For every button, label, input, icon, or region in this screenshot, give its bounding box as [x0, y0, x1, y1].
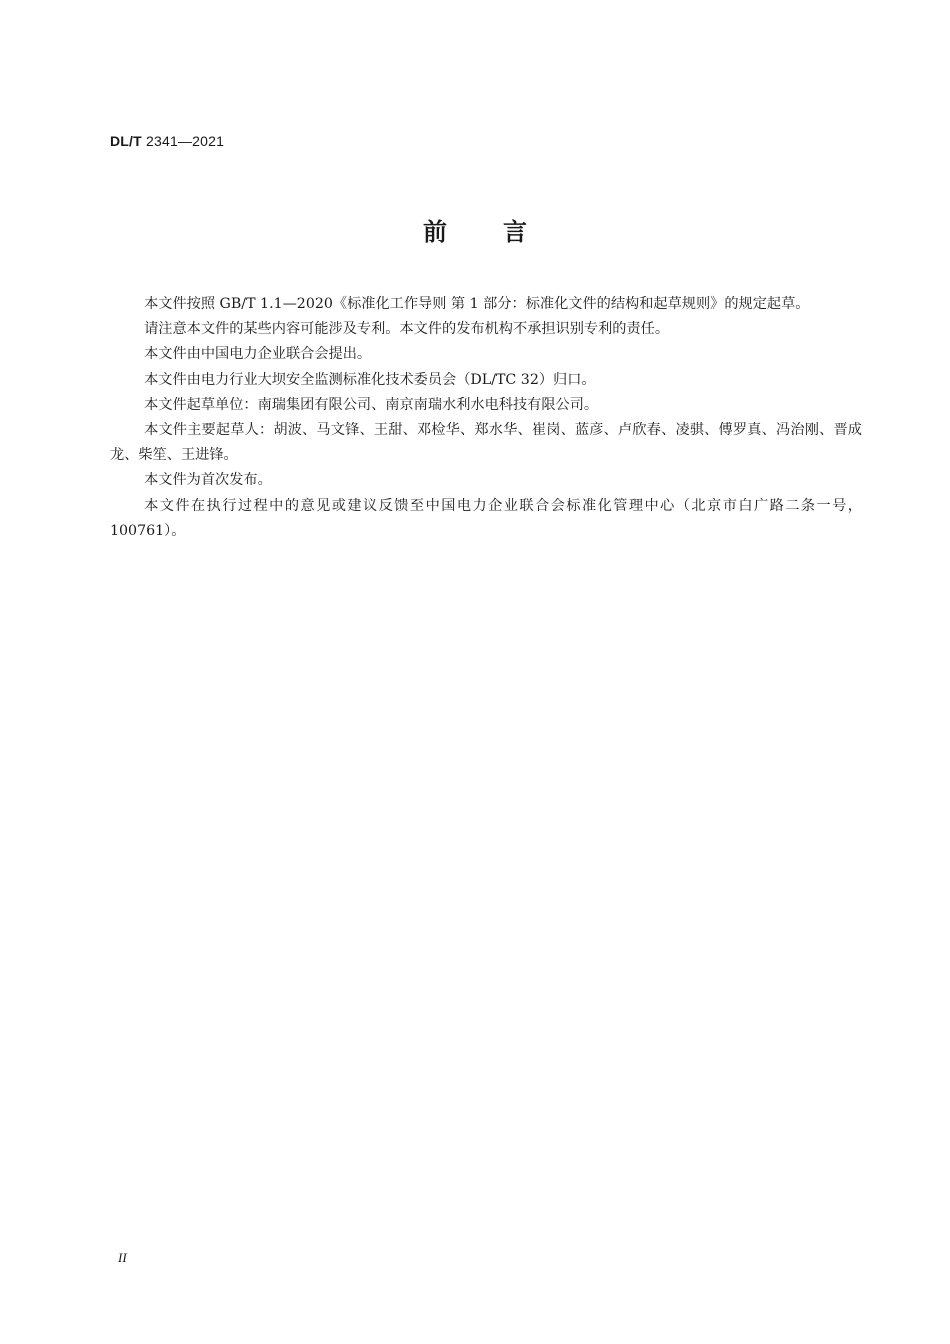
paragraph-drafting-rules: 本文件按照 GB/T 1.1—2020《标准化工作导则 第 1 部分：标准化文件的结构和起草规则》的规定起草。 — [144, 296, 810, 312]
paragraph-patent-notice: 请注意本文件的某些内容可能涉及专利。本文件的发布机构不承担识别专利的责任。 — [144, 321, 670, 338]
page-number: II — [118, 1250, 127, 1265]
paragraph-drafting-organizations: 本文件起草单位：南瑞集团有限公司、南京南瑞水利水电科技有限公司。 — [144, 396, 599, 413]
paragraph-first-release: 本文件为首次发布。 — [144, 472, 272, 489]
document-code-prefix: DL/T — [110, 133, 142, 149]
foreword-body — [110, 292, 862, 544]
paragraph-proposed-by: 本文件由中国电力企业联合会提出。 — [144, 346, 372, 363]
document-code-number: 2341—2021 — [146, 133, 225, 149]
foreword-title-char-1: 前 — [423, 218, 447, 246]
paragraph-technical-committee: 本文件由电力行业大坝安全监测标准化技术委员会（DL/TC 32）归口。 — [144, 371, 596, 388]
paragraph-feedback-contact: 本文件在执行过程中的意见或建议反馈至中国电力企业联合会标准化管理中心（北京市白广路二条一号，100761）。 — [110, 497, 862, 539]
foreword-title-char-2: 言 — [503, 218, 527, 246]
foreword-title — [0, 212, 950, 247]
paragraph-main-drafters: 本文件主要起草人：胡波、马文锋、王甜、邓检华、郑水华、崔岗、蓝彦、卢欣春、凌骐、傅罗真、冯治刚、晋成龙、柴笙、王进锋。 — [110, 422, 862, 464]
document-code — [110, 133, 224, 149]
